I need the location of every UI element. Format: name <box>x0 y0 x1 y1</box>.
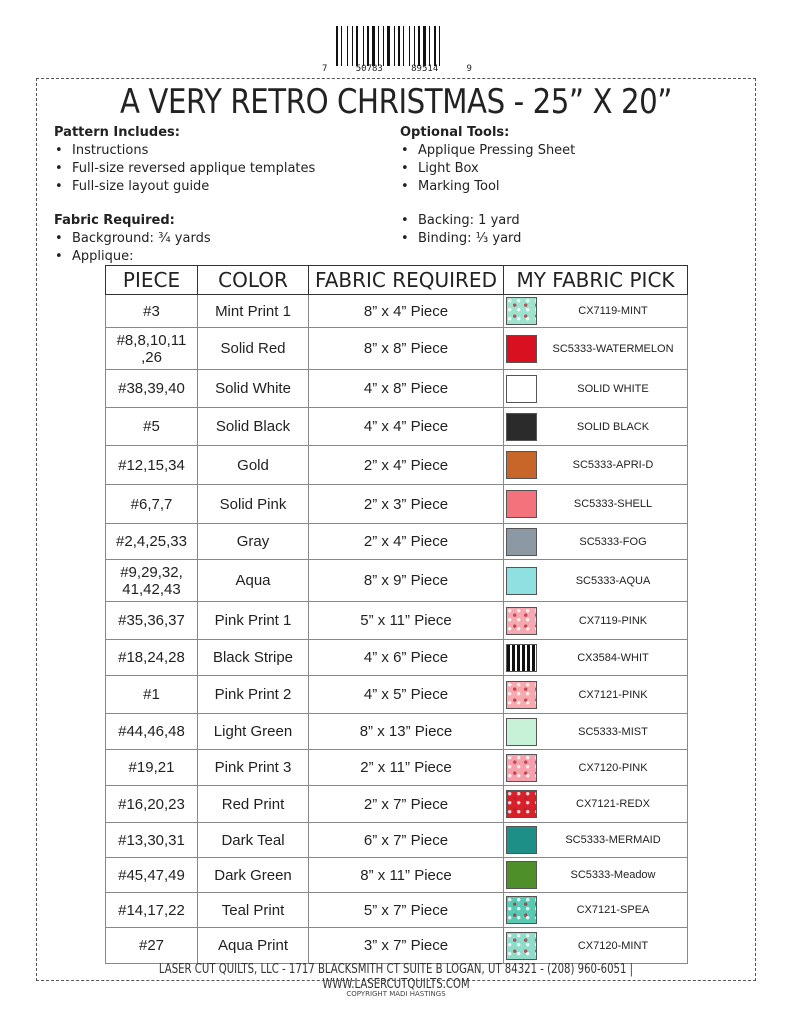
piece-cell: #9,29,32, 41,42,43 <box>106 560 198 602</box>
color-cell: Black Stripe <box>198 640 309 676</box>
table-row <box>106 602 688 640</box>
solid-swatch-icon <box>506 567 537 595</box>
optional-tools-item: • Marking Tool <box>400 178 720 196</box>
binding-item: • Binding: ⅓ yard <box>400 230 720 248</box>
piece-cell: #2,4,25,33 <box>106 524 198 560</box>
table-row <box>106 928 688 964</box>
fabric-pick-label: CX7121-REDX <box>576 798 650 810</box>
pattern-includes-section <box>54 124 374 196</box>
fabric-required-section <box>54 212 374 266</box>
table-row <box>106 446 688 485</box>
fabric-size-cell: 8” x 8” Piece <box>309 328 504 370</box>
table-row <box>106 295 688 328</box>
fabric-required-item: • Background: ¾ yards <box>54 230 374 248</box>
barcode-digit-group: 9 <box>466 64 472 74</box>
fabric-pick-cell <box>504 858 688 893</box>
piece-cell: #5 <box>106 408 198 446</box>
color-cell: Gold <box>198 446 309 485</box>
fabric-pick-label: SC5333-SHELL <box>573 498 653 510</box>
fabric-required-heading: Fabric Required: <box>54 213 175 228</box>
fabric-pick-cell <box>504 370 688 408</box>
color-cell: Red Print <box>198 786 309 823</box>
fabric-pick-cell <box>504 560 688 602</box>
table-row <box>106 485 688 524</box>
color-cell: Pink Print 2 <box>198 676 309 714</box>
fabric-pick-cell <box>504 408 688 446</box>
fabric-size-cell: 4” x 5” Piece <box>309 676 504 714</box>
fabric-size-cell: 5” x 11” Piece <box>309 602 504 640</box>
table-row <box>106 676 688 714</box>
fabric-pick-label: SC5333-Meadow <box>570 869 656 881</box>
fabric-pick-cell <box>504 295 688 328</box>
fabric-size-cell: 4” x 6” Piece <box>309 640 504 676</box>
header-color: COLOR <box>198 266 309 295</box>
fabric-size-cell: 4” x 8” Piece <box>309 370 504 408</box>
fabric-size-cell: 2” x 4” Piece <box>309 524 504 560</box>
table-header-row <box>106 266 688 295</box>
solid-swatch-icon <box>506 490 537 518</box>
fabric-pick-cell <box>504 602 688 640</box>
header-fabric-required: FABRIC REQUIRED <box>309 266 504 295</box>
fabric-pick-label: SC5333-MIST <box>578 725 648 738</box>
fabric-size-cell: 2” x 7” Piece <box>309 786 504 823</box>
fabric-pick-cell <box>504 676 688 714</box>
table-row <box>106 370 688 408</box>
fabric-size-cell: 8” x 11” Piece <box>309 858 504 893</box>
fabric-pick-cell <box>504 786 688 823</box>
fabric-pick-cell <box>504 640 688 676</box>
piece-cell: #1 <box>106 676 198 714</box>
table-row <box>106 893 688 928</box>
color-cell: Aqua <box>198 560 309 602</box>
fabric-size-cell: 4” x 4” Piece <box>309 408 504 446</box>
fabric-pick-cell <box>504 928 688 964</box>
fabric-size-cell: 3” x 7” Piece <box>309 928 504 964</box>
barcode-digit-group: 7 <box>322 64 328 74</box>
barcode-icon <box>336 26 472 66</box>
fabric-size-cell: 2” x 3” Piece <box>309 485 504 524</box>
copyright-notice: COPYRIGHT MADI HASTINGS <box>346 990 446 998</box>
pattern-includes-heading: Pattern Includes: <box>54 125 180 140</box>
piece-cell: #13,30,31 <box>106 823 198 858</box>
solid-swatch-icon <box>506 826 537 854</box>
solid-swatch-icon <box>506 528 537 556</box>
red-print-swatch-icon <box>506 790 537 818</box>
color-cell: Dark Teal <box>198 823 309 858</box>
fabric-pick-label: CX7120-PINK <box>578 761 648 774</box>
piece-cell: #12,15,34 <box>106 446 198 485</box>
page-title: A VERY RETRO CHRISTMAS - 25” X 20” <box>119 82 673 122</box>
teal-print-swatch-icon <box>506 896 537 924</box>
table-row <box>106 328 688 370</box>
table-row <box>106 408 688 446</box>
fabric-pick-cell <box>504 524 688 560</box>
fabric-size-cell: 8” x 9” Piece <box>309 560 504 602</box>
fabric-required-item: • Applique: <box>54 248 374 266</box>
color-cell: Solid Black <box>198 408 309 446</box>
color-cell: Gray <box>198 524 309 560</box>
pink-print-swatch-icon <box>506 607 537 635</box>
color-cell: Teal Print <box>198 893 309 928</box>
optional-tools-item: • Light Box <box>400 160 720 178</box>
fabric-pick-label: SC5333-APRI-D <box>572 459 654 471</box>
color-cell: Solid Red <box>198 328 309 370</box>
fabric-pick-label: SOLID WHITE <box>577 382 649 395</box>
piece-cell: #38,39,40 <box>106 370 198 408</box>
piece-cell: #18,24,28 <box>106 640 198 676</box>
fabric-size-cell: 8” x 4” Piece <box>309 295 504 328</box>
backing-item: • Backing: 1 yard <box>400 212 720 230</box>
table-row <box>106 714 688 750</box>
fabric-pick-label: SC5333-AQUA <box>575 574 651 587</box>
fabric-pick-cell <box>504 893 688 928</box>
backing-binding-section <box>400 212 720 248</box>
color-cell: Aqua Print <box>198 928 309 964</box>
solid-swatch-icon <box>506 861 537 889</box>
barcode-digit-group: 89514 <box>411 64 439 74</box>
pattern-includes-item: • Full-size reversed applique templates <box>54 160 374 178</box>
fabric-pick-label: CX7121-SPEA <box>576 904 650 916</box>
piece-cell: #44,46,48 <box>106 714 198 750</box>
pink-print-swatch-icon <box>506 681 537 709</box>
fabric-pick-label: SC5333-FOG <box>579 535 647 548</box>
fabric-pick-label: CX7121-PINK <box>578 688 648 701</box>
solid-swatch-icon <box>506 375 537 403</box>
optional-tools-item: • Applique Pressing Sheet <box>400 142 720 160</box>
aqua-print-swatch-icon <box>506 932 537 960</box>
fabric-size-cell: 6” x 7” Piece <box>309 823 504 858</box>
fabric-pick-cell <box>504 714 688 750</box>
piece-cell: #14,17,22 <box>106 893 198 928</box>
solid-swatch-icon <box>506 413 537 441</box>
fabric-pick-label: SOLID BLACK <box>576 420 650 433</box>
barcode-digit-group: 50783 <box>355 64 383 74</box>
solid-swatch-icon <box>506 451 537 479</box>
header-my-fabric-pick: MY FABRIC PICK <box>504 266 688 295</box>
fabric-pick-label: CX7119-PINK <box>578 614 648 627</box>
table-row <box>106 524 688 560</box>
optional-tools-section <box>400 124 720 196</box>
table-row <box>106 858 688 893</box>
piece-cell: #8,8,10,11 ,26 <box>106 328 198 370</box>
fabric-pick-cell <box>504 485 688 524</box>
table-row <box>106 640 688 676</box>
color-cell: Mint Print 1 <box>198 295 309 328</box>
piece-cell: #45,47,49 <box>106 858 198 893</box>
piece-cell: #27 <box>106 928 198 964</box>
solid-swatch-icon <box>506 335 537 363</box>
color-cell: Light Green <box>198 714 309 750</box>
color-cell: Pink Print 1 <box>198 602 309 640</box>
piece-cell: #3 <box>106 295 198 328</box>
fabric-pick-label: CX7119-MINT <box>578 305 648 317</box>
fabric-pick-label: CX7120-MINT <box>577 939 649 952</box>
optional-tools-heading: Optional Tools: <box>400 125 510 140</box>
fabric-size-cell: 2” x 11” Piece <box>309 750 504 786</box>
piece-cell: #35,36,37 <box>106 602 198 640</box>
color-cell: Solid White <box>198 370 309 408</box>
color-cell: Solid Pink <box>198 485 309 524</box>
stripe-swatch-icon <box>506 644 537 672</box>
color-cell: Pink Print 3 <box>198 750 309 786</box>
pattern-includes-item: • Instructions <box>54 142 374 160</box>
table-row <box>106 560 688 602</box>
fabric-pick-label: SC5333-WATERMELON <box>552 342 674 355</box>
pattern-includes-item: • Full-size layout guide <box>54 178 374 196</box>
barcode-digits <box>322 64 472 74</box>
piece-cell: #19,21 <box>106 750 198 786</box>
table-row <box>106 823 688 858</box>
fabric-pick-cell <box>504 823 688 858</box>
piece-cell: #16,20,23 <box>106 786 198 823</box>
footer-contact: LASER CUT QUILTS, LLC - 1717 BLACKSMITH CT SUITE B LOGAN, UT 84321 - (208) 960-6051 | WWW.LASERCUTQUILTS.COM <box>158 962 634 992</box>
fabric-size-cell: 5” x 7” Piece <box>309 893 504 928</box>
header-piece: PIECE <box>106 266 198 295</box>
fabric-pick-label: SC5333-MERMAID <box>565 834 661 846</box>
mint-print-swatch-icon <box>506 297 537 325</box>
fabric-pick-cell <box>504 328 688 370</box>
fabric-table <box>105 265 688 964</box>
solid-swatch-icon <box>506 718 537 746</box>
fabric-size-cell: 8” x 13” Piece <box>309 714 504 750</box>
table-row <box>106 750 688 786</box>
pink-print-swatch-icon <box>506 754 537 782</box>
table-row <box>106 786 688 823</box>
fabric-pick-cell <box>504 750 688 786</box>
color-cell: Dark Green <box>198 858 309 893</box>
fabric-size-cell: 2” x 4” Piece <box>309 446 504 485</box>
fabric-pick-label: CX3584-WHIT <box>577 651 649 664</box>
piece-cell: #6,7,7 <box>106 485 198 524</box>
fabric-pick-cell <box>504 446 688 485</box>
